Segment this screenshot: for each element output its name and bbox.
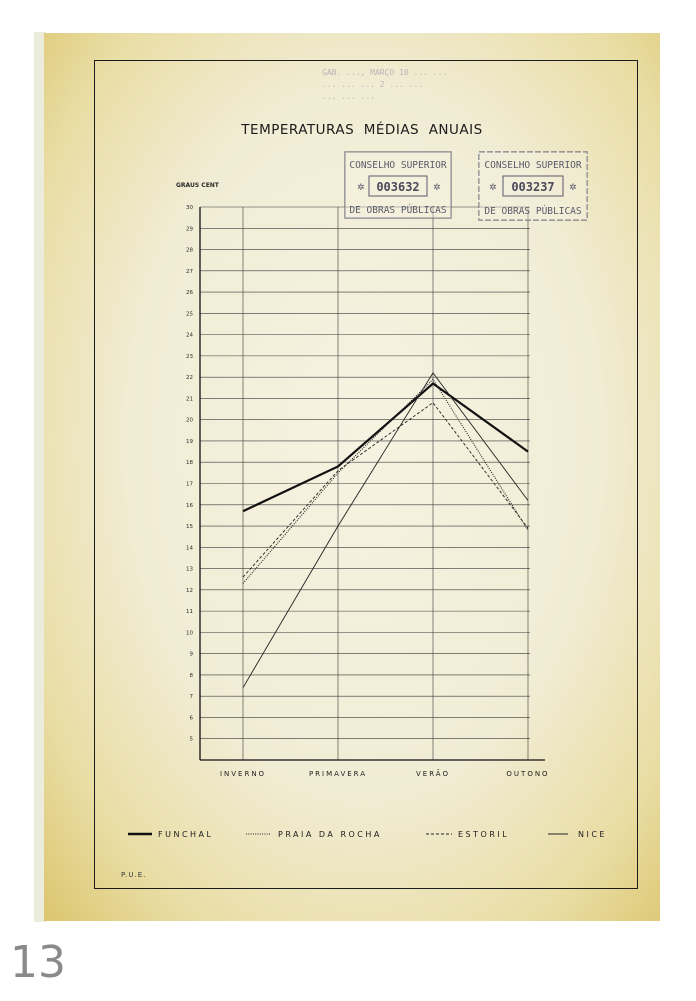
y-tick-label: 19 — [186, 438, 193, 445]
legend-label-estoril: ESTORIL — [458, 830, 510, 839]
y-tick-label: 8 — [189, 672, 193, 679]
stamp-star-icon: ✲ — [569, 183, 577, 193]
y-tick-label: 15 — [186, 524, 193, 531]
y-tick-label: 10 — [186, 630, 193, 637]
y-tick-label: 26 — [186, 290, 193, 297]
header-stamp-line: ... ... ... — [322, 92, 375, 101]
chart-title: TEMPERATURAS MÉDIAS ANUAIS — [241, 122, 483, 138]
y-tick-label: 28 — [186, 247, 193, 254]
y-tick-label: 25 — [186, 311, 193, 318]
series-line-praia-da-rocha — [243, 379, 528, 583]
header-stamp-line: GAB. ..., MARÇO 10 ... ... — [322, 68, 448, 77]
y-tick-label: 7 — [189, 694, 193, 701]
y-tick-label: 5 — [189, 736, 193, 743]
x-tick-labels — [220, 769, 550, 778]
approval-stamp — [345, 152, 451, 218]
y-tick-label: 17 — [186, 481, 193, 488]
stamp-star-icon: ✲ — [489, 183, 497, 193]
y-tick-label: 23 — [186, 353, 193, 360]
y-tick-label: 12 — [186, 587, 193, 594]
y-tick-label: 22 — [186, 375, 193, 382]
y-tick-label: 11 — [186, 609, 193, 616]
y-tick-label: 13 — [186, 566, 193, 573]
y-tick-label: 29 — [186, 226, 193, 233]
y-tick-label: 24 — [186, 332, 193, 339]
series-line-funchal — [243, 384, 528, 512]
stamp-bottom-text: DE OBRAS PÚBLICAS — [349, 205, 447, 216]
y-tick-label: 9 — [189, 651, 193, 658]
y-tick-label: 21 — [186, 396, 193, 403]
legend-label-funchal: FUNCHAL — [158, 830, 214, 839]
series-lines — [243, 373, 528, 688]
x-tick-label: INVERNO — [219, 770, 267, 778]
approval-stamp — [479, 152, 587, 220]
x-tick-label: VERÃO — [416, 770, 450, 778]
page-number: 13 — [10, 937, 66, 988]
y-tick-label: 20 — [186, 417, 193, 424]
y-tick-label: 14 — [186, 545, 193, 552]
x-tick-label: OUTONO — [506, 770, 550, 778]
y-axis-label: GRAUS CENT — [176, 182, 219, 189]
stamp-top-text: CONSELHO SUPERIOR — [484, 160, 582, 171]
y-tick-label: 16 — [186, 502, 193, 509]
legend-label-nice: NICE — [578, 830, 607, 839]
stamp-number: 003237 — [511, 180, 555, 194]
stamp-star-icon: ✲ — [433, 183, 441, 193]
header-stamp — [322, 68, 447, 101]
x-tick-label: PRIMAVERA — [308, 770, 368, 778]
stamp-star-icon: ✲ — [357, 183, 365, 193]
stamp-top-text: CONSELHO SUPERIOR — [349, 160, 447, 171]
y-tick-label: 30 — [186, 205, 193, 211]
legend — [128, 830, 607, 839]
y-tick-label: 6 — [189, 715, 193, 722]
y-tick-label: 18 — [186, 460, 193, 467]
y-tick-label: 27 — [186, 268, 193, 275]
footer-mark: P.U.E. — [121, 871, 147, 879]
stamp-bottom-text: DE OBRAS PÚBLICAS — [484, 206, 582, 217]
y-tick-labels — [186, 205, 194, 743]
header-stamp-line: ... ... ... 2 ... ... — [322, 80, 424, 89]
stamp-number: 003632 — [376, 180, 420, 194]
legend-label-praia-da-rocha: PRAIA DA ROCHA — [278, 830, 382, 839]
chart-grid — [200, 207, 545, 760]
